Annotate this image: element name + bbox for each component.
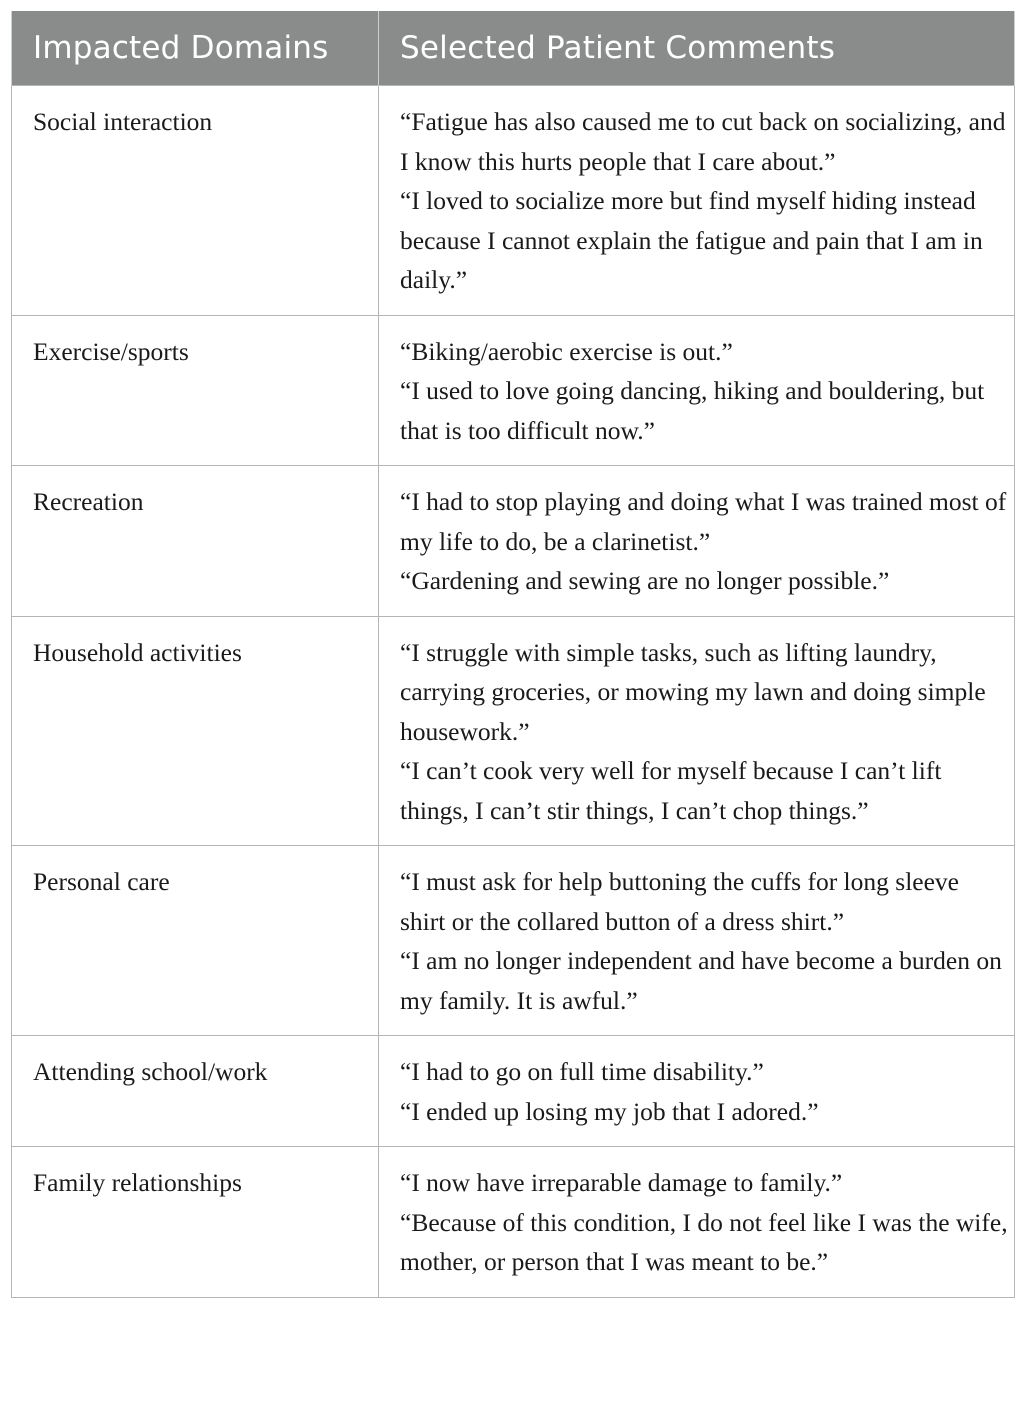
patient-quote: “I used to love going dancing, hiking and bouldering, but that is too difficult now.” <box>400 376 985 445</box>
table-header-row <box>12 11 1015 86</box>
patient-quote: “I struggle with simple tasks, such as lifting laundry, carrying groceries, or mowing my lawn and doing simple housework.” <box>400 637 986 746</box>
patient-quote: “I had to stop playing and doing what I was trained most of my life to do, be a clarinetist.” <box>400 487 1007 556</box>
comments-cell <box>379 846 1015 1036</box>
patient-quote: “I am no longer independent and have become a burden on my family. It is awful.” <box>400 946 1002 1015</box>
patient-quote: “Fatigue has also caused me to cut back on socializing, and I know this hurts people that I care about.” <box>400 107 1006 176</box>
comments-cell <box>379 1147 1015 1298</box>
patient-quote: “I had to go on full time disability.” <box>400 1057 764 1086</box>
patient-comments-table <box>11 11 1015 1298</box>
domain-cell: Family relationships <box>12 1147 379 1298</box>
patient-quote: “I can’t cook very well for myself because I can’t lift things, I can’t stir things, I can’t chop things.” <box>400 756 942 825</box>
comments-cell <box>379 466 1015 617</box>
domain-cell: Social interaction <box>12 86 379 316</box>
header-impacted-domains: Impacted Domains <box>12 11 379 86</box>
table-row <box>12 315 1015 466</box>
patient-quote: “Gardening and sewing are no longer possible.” <box>400 566 890 595</box>
table-row <box>12 86 1015 316</box>
patient-quote: “I loved to socialize more but find myself hiding instead because I cannot explain the fatigue and pain that I am in daily.” <box>400 186 983 294</box>
table-row <box>12 846 1015 1036</box>
comments-cell <box>379 315 1015 466</box>
domain-cell: Recreation <box>12 466 379 617</box>
patient-quote: “I must ask for help buttoning the cuffs for long sleeve shirt or the collared button of a dress shirt.” <box>400 867 959 936</box>
patient-quote: “I now have irreparable damage to family.” <box>400 1168 843 1197</box>
comments-cell <box>379 616 1015 846</box>
header-selected-patient-comments: Selected Patient Comments <box>379 11 1015 86</box>
comments-cell <box>379 86 1015 316</box>
table-row <box>12 1147 1015 1298</box>
patient-quote: “Biking/aerobic exercise is out.” <box>400 336 733 366</box>
table-row <box>12 466 1015 617</box>
table-row <box>12 1036 1015 1147</box>
domain-cell: Personal care <box>12 846 379 1036</box>
patient-quote: “I ended up losing my job that I adored.” <box>400 1096 819 1126</box>
comments-cell <box>379 1036 1015 1147</box>
domain-cell: Attending school/work <box>12 1036 379 1147</box>
patient-quote: “Because of this condition, I do not feel like I was the wife, mother, or person that I was meant to be.” <box>400 1207 1008 1276</box>
patient-comments-table-container <box>11 11 1014 1298</box>
domain-cell: Household activities <box>12 616 379 846</box>
table-row <box>12 616 1015 846</box>
domain-cell: Exercise/sports <box>12 315 379 466</box>
